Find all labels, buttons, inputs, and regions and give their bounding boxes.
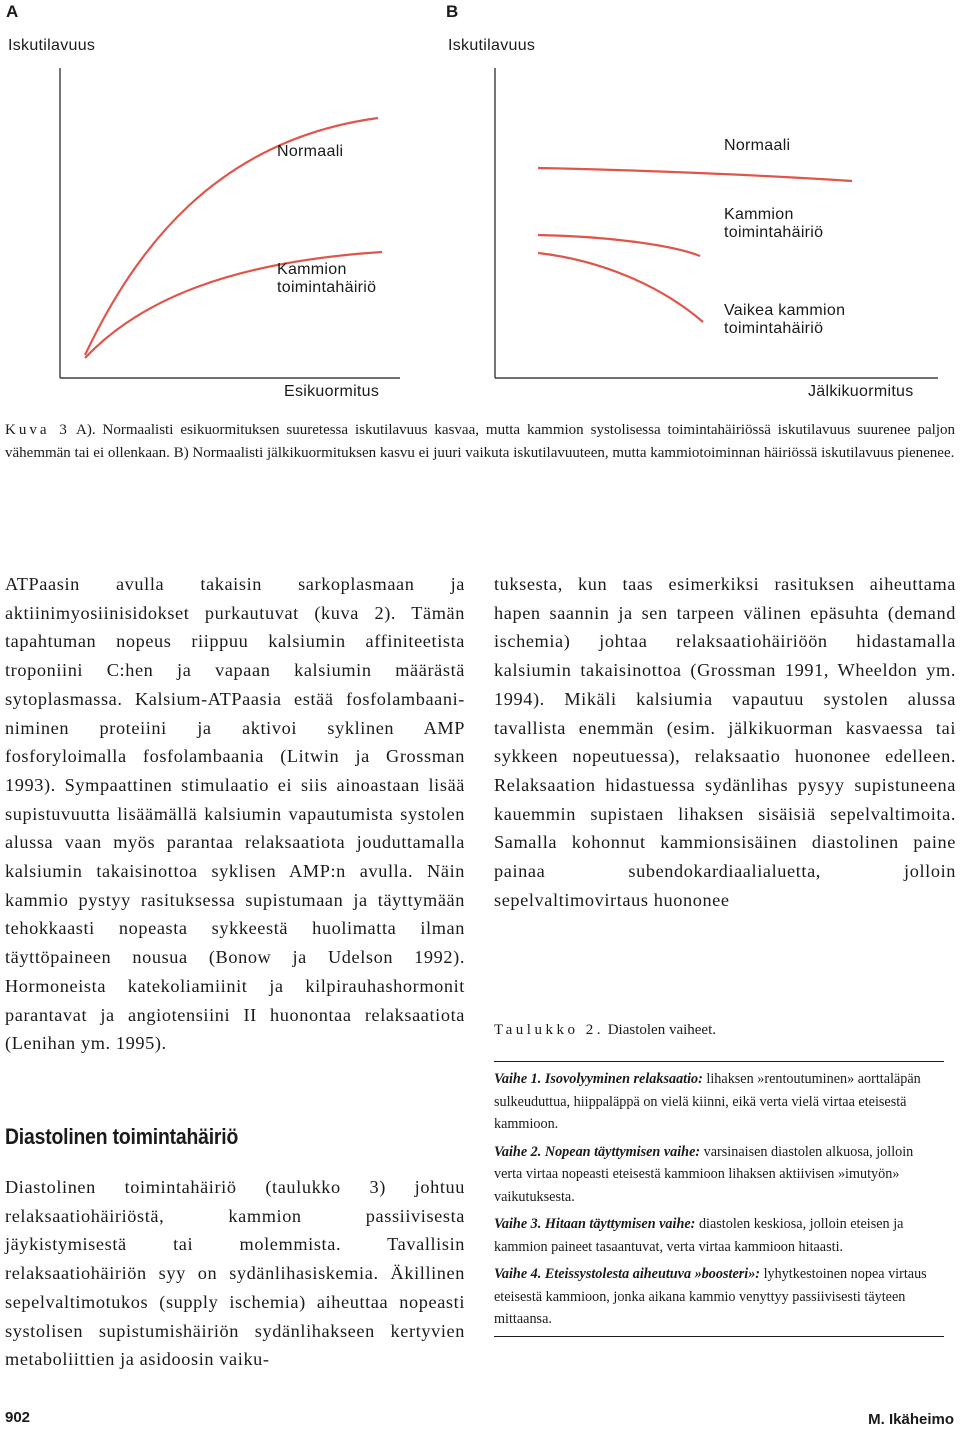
phase-2-text: varsinaisen diastolen alkuosa, jolloin verta virtaa nopeasti eteisestä kammioon lihaksen aktiivisen »imutyön» vaikutuksesta. [494,1143,914,1205]
table-title [494,1022,944,1039]
panel-b-letter: B [446,2,459,21]
phase-4 [494,1263,944,1331]
table-title-text: Diastolen vaiheet. [603,1022,716,1038]
panel-b-label-dysfunction-line1: Kammion [724,206,794,223]
left-column [5,570,465,1058]
panel-a-label-dysfunction-line2: toimintahäiriö [277,279,377,296]
panel-b-label-normal: Normaali [724,137,791,154]
section-heading: Diastolinen toimintahäiriö [5,1124,239,1149]
table-title-lead: Taulukko 2. [494,1022,604,1038]
right-paragraph-1: tuksesta, kun taas esimerkiksi rasituksen aiheuttama hapen saannin ja sen tarpeen välinen epäsuhta (demand ischemia) johtaa relaksaatiohäiriöön hidastamalla kalsiumin takaisinottoa (Grossman 1991, Wheeldon ym. 1994). Mikäli kalsiumia vapautuu systolen alussa tavallista enemmän (esim. jälkikuorman kasvaessa tai sykkeen nopeutuessa), relaksaatio huononee edelleen. Relaksaation hidastuessa sydänlihas pysyy supistuneena kauemmin supistaen lihaksen sisäisiä sepelvaltimoita. Samalla kohonnut kammionsisäinen diastolinen paine painaa subendokardiaalialuetta, jolloin sepelvaltimovirtaus huononee [494,574,956,910]
panel-a-x-axis-title: Esikuormitus [284,383,380,400]
phase-4-text: lyhytkestoinen nopea virtaus eteisestä kammioon, jonka aikana kammio venyttyy passiivisesti täyteen mittaansa. [494,1266,927,1327]
panel-a-label-dysfunction-line1: Kammion [277,261,347,278]
table-body [494,1061,944,1331]
author-name: M. Ikäheimo [868,1411,954,1428]
panel-b-y-axis-title: Iskutilavuus [448,37,536,54]
panel-b-label-dysfunction-line2: toimintahäiriö [724,224,824,241]
panel-a-y-axis-title: Iskutilavuus [8,37,96,54]
panel-b-label-dysfunction [724,206,823,242]
caption-lead: Kuva 3 [5,422,70,438]
phase-2 [494,1141,944,1209]
panel-b-curve-normal [538,168,852,181]
panel-b-label-severe-line2: toimintahäiriö [724,320,824,337]
table-bottom-rule [494,1336,944,1337]
panel-b-curve-dysfunction [538,235,700,256]
phase-3-label: Vaihe 3. Hitaan täyttymisen vaihe: [494,1216,696,1232]
caption-text: A). Normaalisti esikuormituksen suuretessa iskutilavuus kasvaa, mutta kammion systolisessa toimintahäiriössä iskutilavuus suurenee paljon vähemmän tai ei ollenkaan. B) Normaalisti jälkikuormituksen kasvu ei juuri vaikuta iskutilavuuteen, mutta kammiotoiminnan häiriössä iskutilavuus pienenee. [5,422,955,461]
right-column [494,570,956,914]
phase-3 [494,1213,944,1258]
phase-1 [494,1068,944,1136]
panel-b-label-severe [724,302,845,338]
left-paragraph-1: ATPaasin avulla takaisin sarkoplasmaan ja aktiinimyosiinisidokset purkautuvat (kuva 2). Tämän tapahtuman nopeus riippuu kalsiumin affiniteetista troponiini C:hen ja vapaan kalsiumin määrästä sytoplasmassa. Kalsium-ATPaasia estää fosfolambaani-niminen proteiini ja aktivoi syklinen AMP fosforyloimalla fosfolambaania (Litwin ja Grossman 1993). Sympaattinen stimulaatio ei siis ainoastaan lisää supistuvuutta lisäämällä kalsiumin vapautumista systolen alussa vaan myös parantaa relaksaatiota jouduttamalla kalsiumin takaisinottoa syklisen AMP:n avulla. Näin kammio pystyy rasituksessa supistumaan ja täyttymään tehokkaasti nopeasta sykkeestä huolimatta ilman täyttöpaineen nousua (Bonow ja Udelson 1992). Hormoneista katekoliamiinit ja kilpirauhashormonit parantavat ja angiotensiini II huonontaa relaksaatiota (Lenihan ym. 1995). [5,574,465,1054]
left-column-section [5,1173,465,1374]
panel-b-x-axis-title: Jälkikuormitus [808,383,914,400]
phase-1-text: lihaksen »rentoutuminen» aorttaläpän sulkeuduttua, hiippaläppä on vielä kiinni, eikä verta vielä virtaa eteisestä kammioon. [494,1071,921,1132]
panel-b-label-severe-line1: Vaikea kammion [724,302,846,319]
figure-caption [5,419,955,464]
phase-2-label: Vaihe 2. Nopean täyttymisen vaihe: [494,1143,701,1160]
panel-a-label-normal: Normaali [277,143,344,160]
phase-1-label: Vaihe 1. Isovolyyminen relaksaatio: [494,1071,703,1087]
panel-a-letter: A [6,2,19,21]
phase-3-text: diastolen keskiosa, jolloin eteisen ja kammion paineet tasaantuvat, verta virtaa kammioon hitaasti. [494,1216,904,1255]
panel-b-plot [0,0,960,400]
phase-4-label: Vaihe 4. Eteissystolesta aiheutuva »boosteri»: [494,1266,761,1282]
table-2 [494,1022,944,1337]
left-paragraph-2: Diastolinen toimintahäiriö (taulukko 3) johtuu relaksaatiohäiriöstä, kammion passiivisesta jäykistymisestä tai molemmista. Tavallisin relaksaatiohäiriön syy on sydänlihasiskemia. Äkillinen sepelvaltimotukos (supply ischemia) aiheuttaa nopeasti systolisen supistumishäiriön sydänlihakseen kertyvien metaboliittien ja asidoosin vaiku- [5,1177,465,1370]
page-number: 902 [5,1409,31,1426]
panel-b-curve-severe [538,253,703,322]
